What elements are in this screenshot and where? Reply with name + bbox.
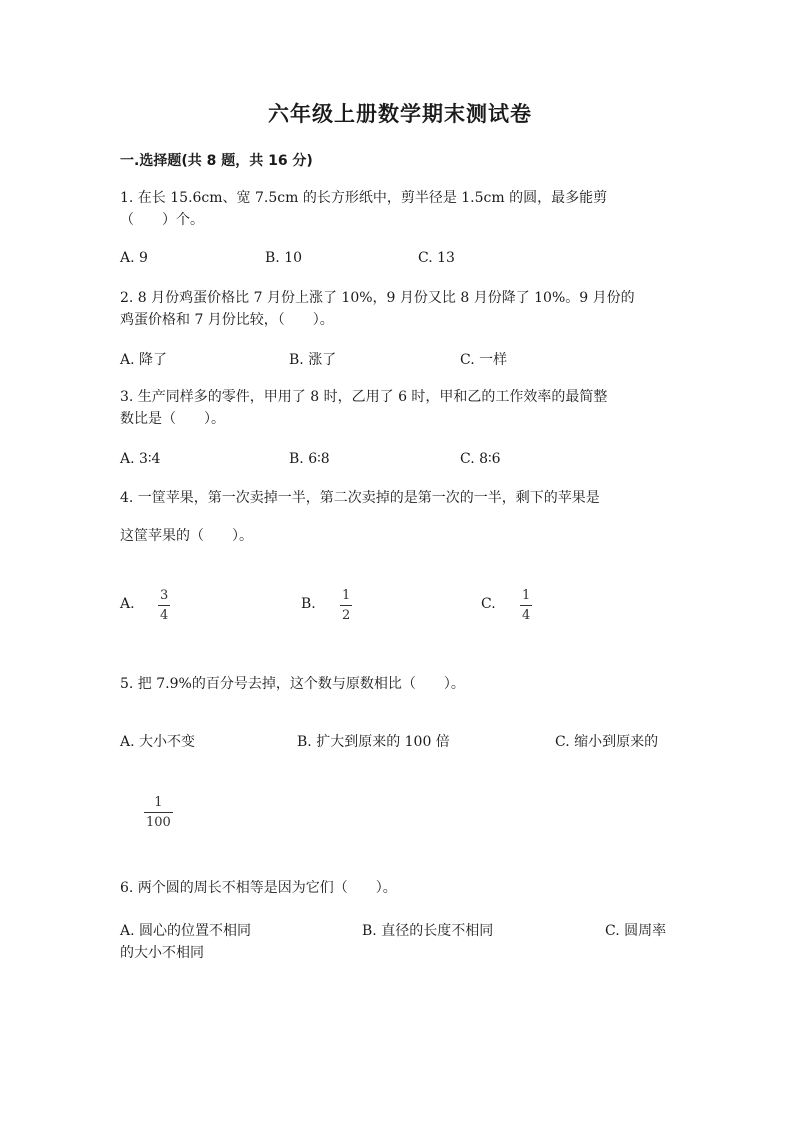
question-3-option-a: A. 3∶4: [120, 451, 161, 467]
fraction-bar: [158, 605, 170, 606]
question-5-option-c: C. 缩小到原来的: [555, 734, 659, 750]
question-2-option-a: A. 降了: [120, 352, 168, 368]
question-4-option-c: C.: [481, 596, 496, 612]
question-5-fraction-c: [144, 795, 173, 830]
question-4-fraction-b: [340, 588, 352, 623]
question-6-option-a: A. 圆心的位置不相同: [120, 923, 252, 939]
fraction-bar: [144, 812, 173, 813]
question-5-option-b: B. 扩大到原来的 100 倍: [297, 734, 450, 750]
question-4-option-b: B.: [301, 596, 316, 612]
fraction-denominator: 4: [160, 608, 169, 623]
question-1-option-a: A. 9: [120, 250, 148, 266]
question-4-text-cont: 这筐苹果的（ ）。: [120, 528, 253, 544]
fraction-denominator: 4: [522, 608, 531, 623]
fraction-numerator: 1: [522, 588, 531, 603]
question-4-option-a: A.: [120, 596, 135, 612]
section-heading: 一.选择题(共 8 题，共 16 分): [120, 153, 313, 169]
question-4-text: 4. 一筐苹果，第一次卖掉一半，第二次卖掉的是第一次的一半，剩下的苹果是: [120, 490, 600, 506]
question-6-text: 6. 两个圆的周长不相等是因为它们（ ）。: [120, 880, 397, 896]
question-1-text: 1. 在长 15.6cm、宽 7.5cm 的长方形纸中，剪半径是 1.5cm 的圆，最多能剪: [120, 190, 608, 206]
question-1-option-c: C. 13: [418, 250, 455, 266]
question-5-text: 5. 把 7.9%的百分号去掉，这个数与原数相比（ ）。: [120, 676, 465, 692]
question-3-text: 3. 生产同样多的零件，甲用了 8 时，乙用了 6 时，甲和乙的工作效率的最简整: [120, 389, 608, 405]
question-3-option-c: C. 8∶6: [460, 451, 501, 467]
question-1-option-b: B. 10: [265, 250, 303, 266]
question-2-option-c: C. 一样: [460, 352, 508, 368]
question-1-text-cont: （ ）个。: [120, 212, 204, 228]
question-3-text-cont: 数比是（ ）。: [120, 411, 225, 427]
fraction-denominator: 2: [342, 608, 351, 623]
fraction-denominator: 100: [146, 815, 171, 830]
page-title: 六年级上册数学期末测试卷: [268, 102, 532, 126]
question-4-fraction-a: [158, 588, 170, 623]
question-5-option-a: A. 大小不变: [120, 734, 196, 750]
question-3-option-b: B. 6∶8: [289, 451, 330, 467]
question-2-text-cont: 鸡蛋价格和 7 月份比较，（ ）。: [120, 312, 334, 328]
fraction-bar: [520, 605, 532, 606]
question-2-text: 2. 8 月份鸡蛋价格比 7 月份上涨了 10%，9 月份又比 8 月份降了 10%。9 月份的: [120, 290, 635, 306]
fraction-numerator: 1: [342, 588, 351, 603]
question-2-option-b: B. 涨了: [289, 352, 337, 368]
question-6-option-b: B. 直径的长度不相同: [362, 923, 494, 939]
question-4-fraction-c: [520, 588, 532, 623]
fraction-numerator: 1: [154, 795, 163, 810]
fraction-bar: [340, 605, 352, 606]
question-6-option-c: C. 圆周率: [605, 923, 667, 939]
fraction-numerator: 3: [160, 588, 169, 603]
question-6-option-c-cont: 的大小不相同: [120, 945, 204, 961]
